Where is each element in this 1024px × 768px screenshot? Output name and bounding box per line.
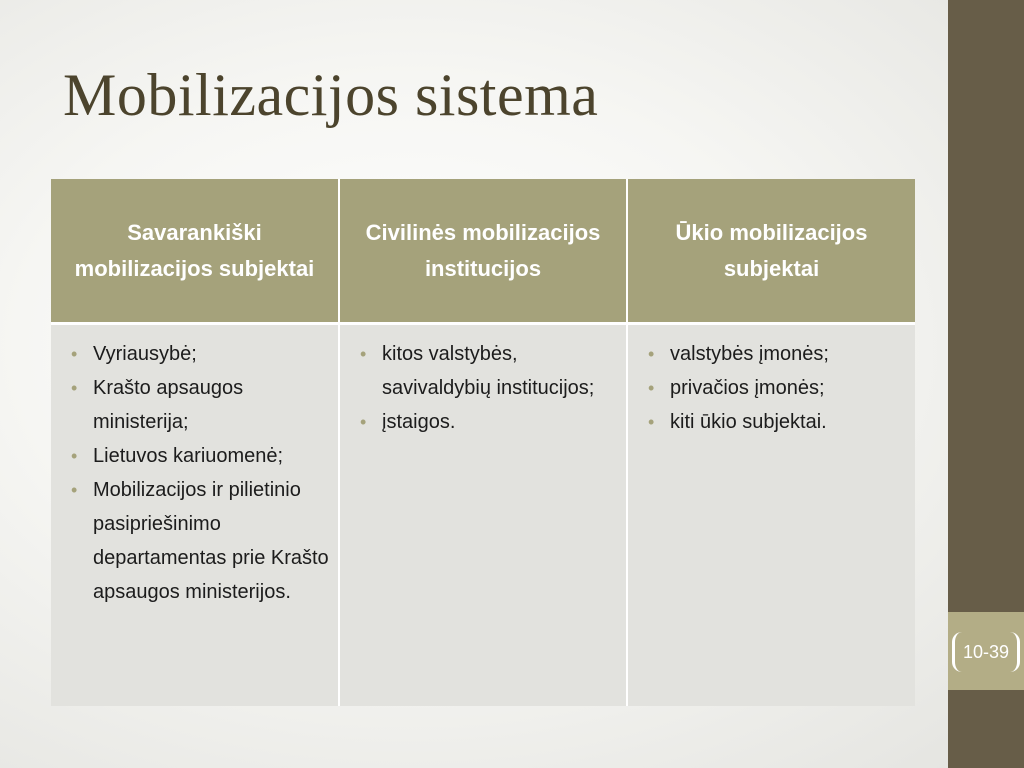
slide-title: Mobilizacijos sistema — [63, 62, 599, 128]
table-cell — [339, 324, 627, 707]
list-item: • privačios įmonės; — [640, 371, 909, 405]
list-item: • kitos valstybės, savivaldybių institucijos; — [352, 337, 620, 405]
bullet-list — [640, 337, 909, 439]
slide-number: 10-39 — [952, 632, 1020, 672]
list-item: • Lietuvos kariuomenė; — [63, 439, 332, 473]
column-header: Savarankiški mobilizacijos subjektai — [51, 179, 339, 324]
column-header: Civilinės mobilizacijos institucijos — [339, 179, 627, 324]
column-header: Ūkio mobilizacijos subjektai — [627, 179, 915, 324]
bullet-list — [352, 337, 620, 439]
table-header-row — [51, 179, 915, 324]
table-cell — [627, 324, 915, 707]
mobilization-table — [51, 179, 915, 706]
list-item: • įstaigos. — [352, 405, 620, 439]
list-item: • Krašto apsaugos ministerija; — [63, 371, 332, 439]
table-cell — [51, 324, 339, 707]
table-row — [51, 324, 915, 707]
bullet-list — [63, 337, 332, 609]
list-item: • Vyriausybė; — [63, 337, 332, 371]
list-item: • Mobilizacijos ir pilietinio pasipriešinimo departamentas prie Krašto apsaugos ministerijos. — [63, 473, 332, 609]
list-item: • valstybės įmonės; — [640, 337, 909, 371]
list-item: • kiti ūkio subjektai. — [640, 405, 909, 439]
